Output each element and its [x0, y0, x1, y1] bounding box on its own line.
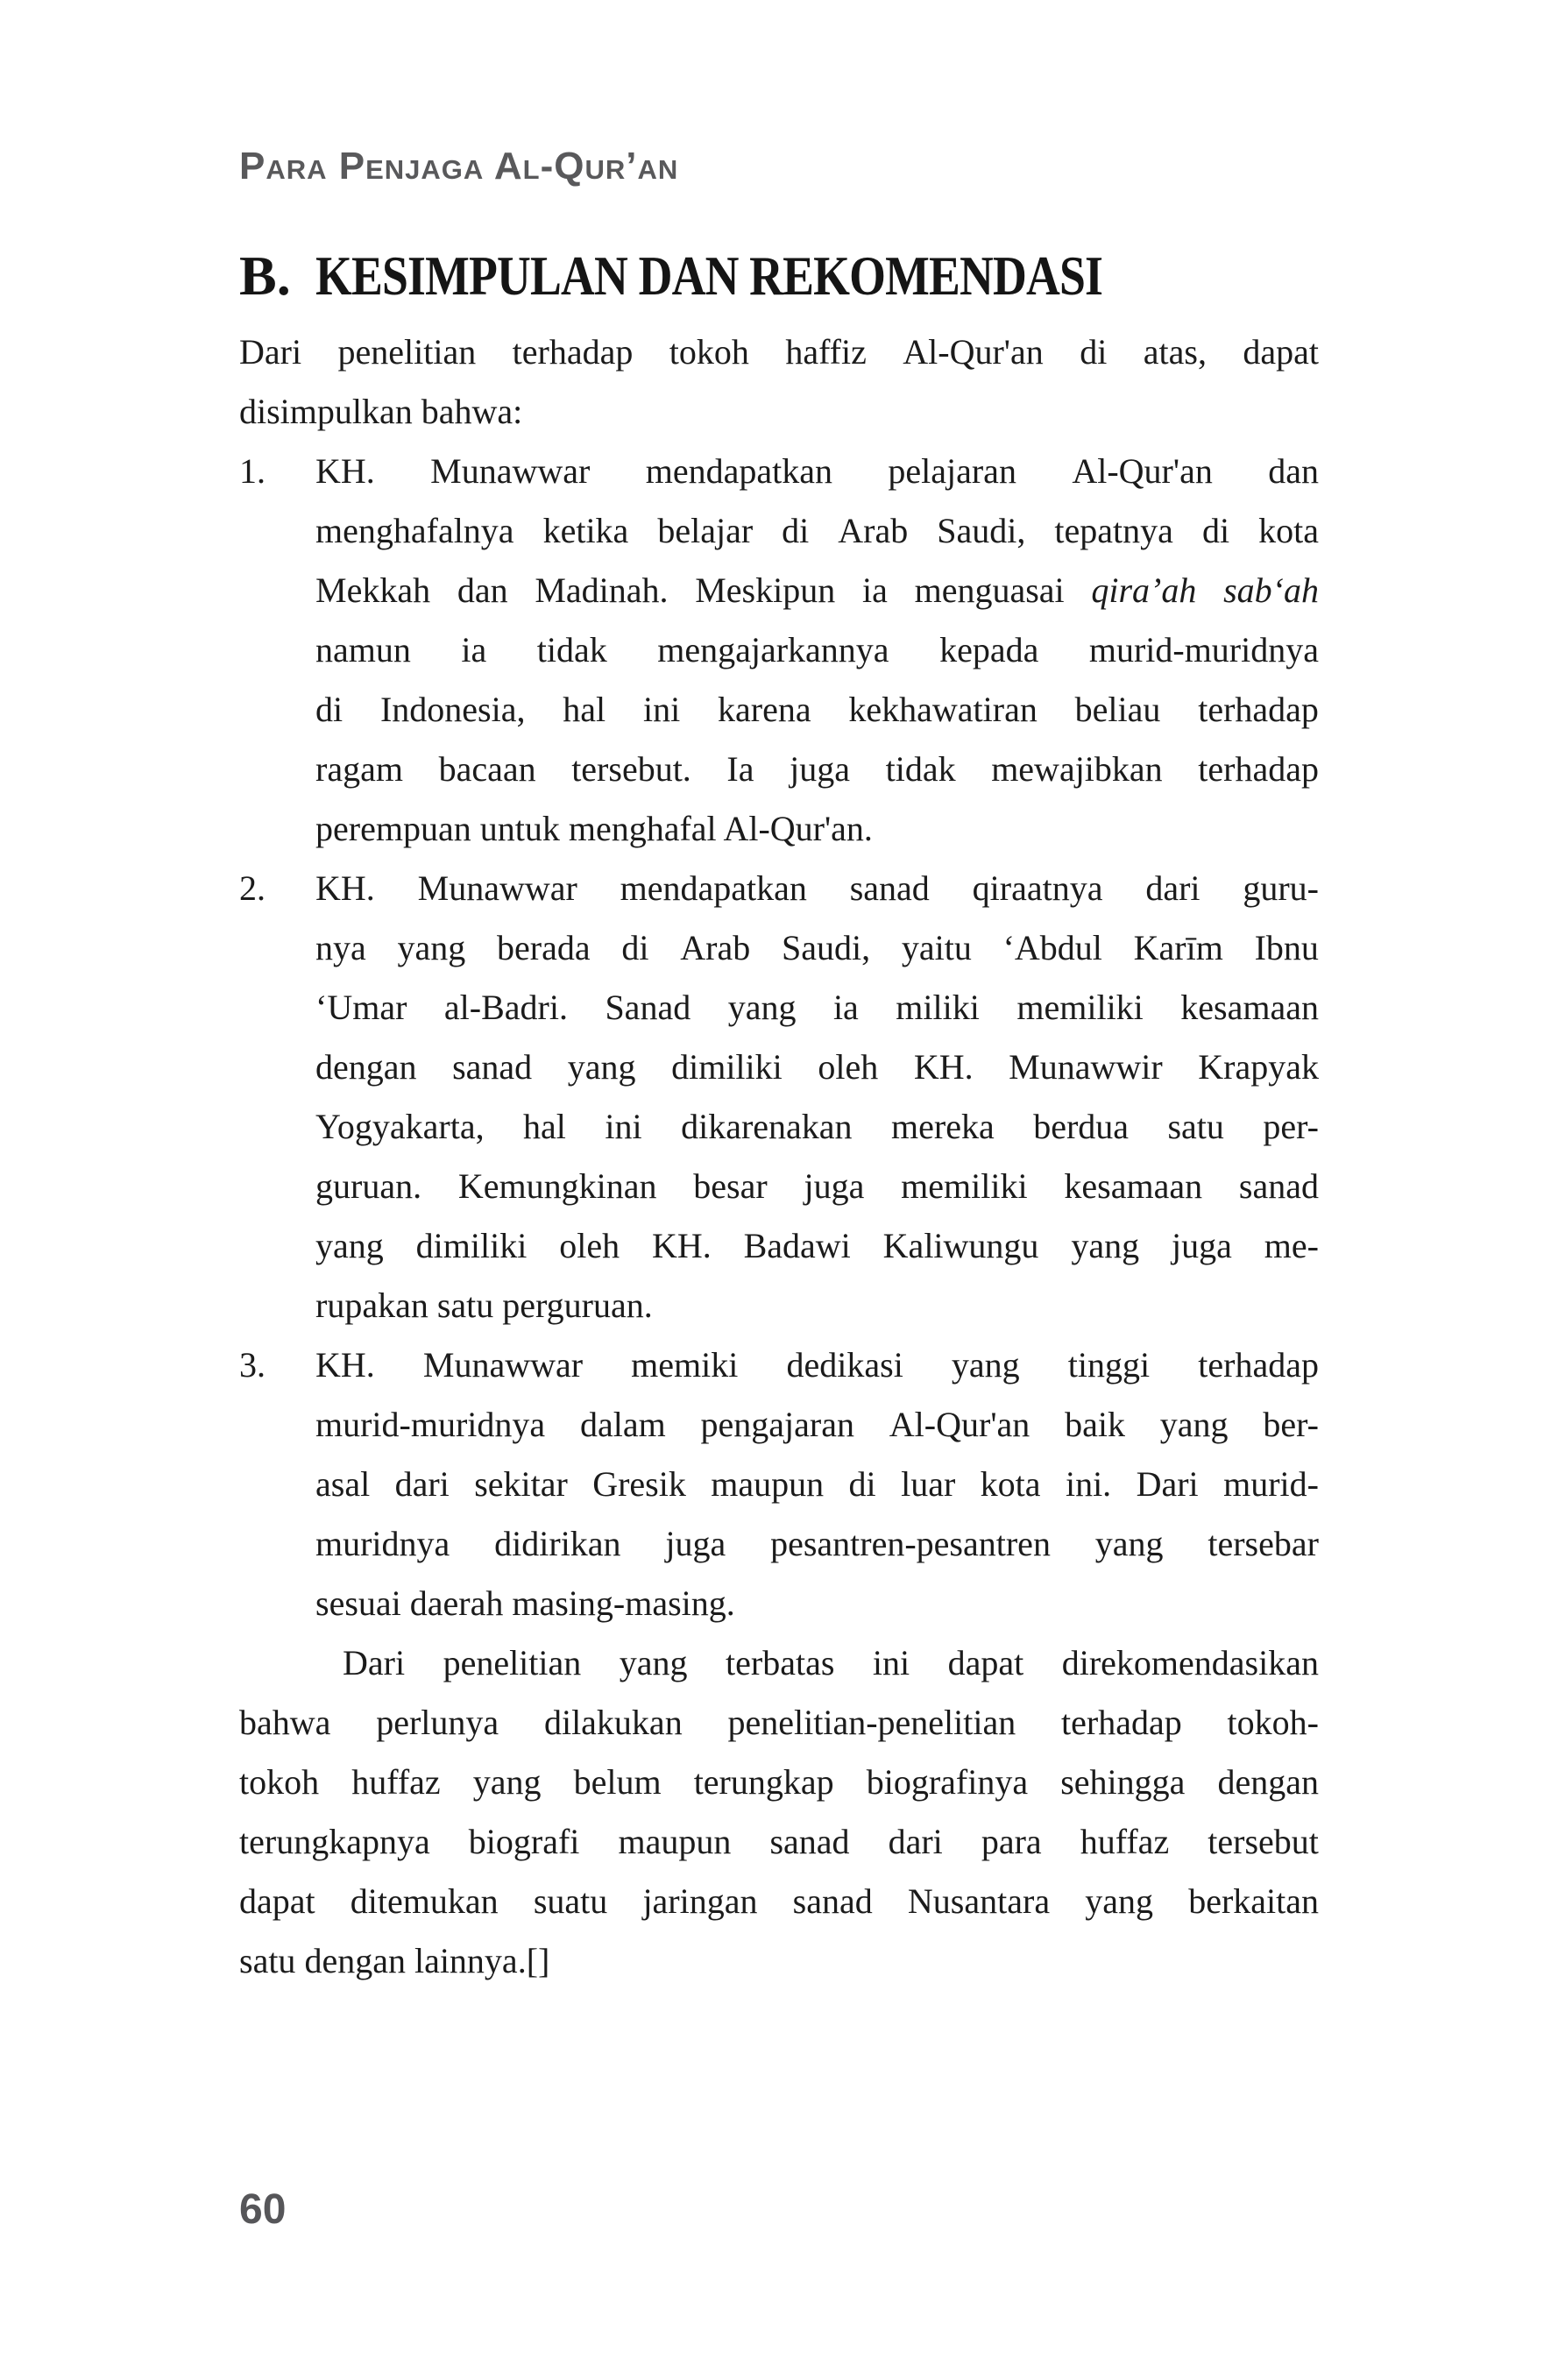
word: sanad [1238, 1166, 1319, 1206]
text-line [315, 1574, 1319, 1633]
word: memiki [631, 1345, 739, 1385]
word: Gresik [592, 1464, 686, 1504]
word: dimiliki [415, 1226, 528, 1265]
word: kepada [939, 630, 1039, 669]
word: tersebut [1208, 1822, 1319, 1861]
word: direkomendasikan [1061, 1643, 1319, 1682]
text-line [315, 620, 1319, 680]
word: Munawwir [1009, 1047, 1163, 1087]
word: Kemungkinan [457, 1166, 657, 1206]
word: yang [619, 1643, 688, 1682]
word: qiraatnya [972, 868, 1103, 908]
word: terhadap [512, 332, 634, 372]
word: murid-muridnya [1088, 630, 1319, 669]
word: memiliki [1016, 988, 1144, 1027]
word: para [981, 1822, 1042, 1861]
word: namun [315, 630, 411, 669]
word: dapat [947, 1643, 1024, 1682]
word: sanad [792, 1881, 873, 1921]
word: sanad [849, 868, 930, 908]
word: memiliki [901, 1166, 1028, 1206]
word: bacaan [438, 749, 536, 789]
text-line [315, 1455, 1319, 1514]
text-line [315, 740, 1319, 799]
word: Saudi, [781, 928, 871, 967]
word: KH. [315, 451, 375, 491]
word: mendapatkan [620, 868, 807, 908]
word: yang [951, 1345, 1020, 1385]
word: mendapatkan [645, 451, 832, 491]
text-line [315, 799, 1319, 859]
text-line [315, 978, 1319, 1038]
word: Badawi [743, 1226, 851, 1265]
word: bahwa: [421, 392, 523, 431]
word: Munawwar [417, 868, 577, 908]
word: tidak [536, 630, 607, 669]
text-line [239, 322, 1319, 382]
word: ragam [315, 749, 403, 789]
word: yang [567, 1047, 636, 1087]
word: Madinah. [535, 570, 669, 610]
word: tersebar [1208, 1524, 1319, 1563]
word: suatu [533, 1881, 608, 1921]
word: dengan [304, 1941, 406, 1980]
word: beliau [1074, 690, 1161, 729]
word: Mekkah [315, 570, 431, 610]
word: dimiliki [671, 1047, 783, 1087]
word: di [782, 511, 810, 550]
text-line [315, 1335, 1319, 1395]
word: yang [315, 1226, 384, 1265]
word: terungkap [693, 1762, 834, 1802]
word: Al-Qur'an. [723, 809, 873, 848]
word: Arab [680, 928, 751, 967]
word: di [315, 690, 343, 729]
word: maupun [711, 1464, 825, 1504]
word: bahwa [239, 1703, 331, 1742]
word: tepatnya [1054, 511, 1173, 550]
word: ini [605, 1107, 642, 1146]
word: dan [457, 570, 508, 610]
text-line [315, 561, 1319, 620]
word: Munawwar [430, 451, 591, 491]
text-line [239, 1693, 1319, 1753]
text-line [315, 442, 1319, 501]
word: sekitar [474, 1464, 568, 1504]
text-line [315, 1157, 1319, 1216]
list-item [239, 859, 1319, 1335]
page-number: 60 [239, 2186, 287, 2233]
word: juga [790, 749, 850, 789]
word: ini. [1065, 1464, 1112, 1504]
word: berada [497, 928, 591, 967]
word: tokoh [239, 1762, 320, 1802]
word: huffaz [351, 1762, 441, 1802]
word: dalam [579, 1405, 666, 1444]
text-line [315, 859, 1319, 918]
text-line [315, 680, 1319, 740]
word: jaringan [642, 1881, 758, 1921]
word: kota [1258, 511, 1319, 550]
word: Sanad [605, 988, 691, 1027]
word: yang [1159, 1405, 1229, 1444]
word: nya [315, 928, 366, 967]
word: juga [665, 1524, 726, 1563]
paragraph [239, 322, 1319, 442]
word: Nusantara [907, 1881, 1051, 1921]
section-heading-number: B. [239, 244, 291, 307]
word: tidak [885, 749, 956, 789]
text-line [315, 918, 1319, 978]
word: pelajaran [888, 451, 1016, 491]
word: dengan [315, 1047, 417, 1087]
word: haffiz [785, 332, 867, 372]
word: masing-masing. [512, 1583, 735, 1623]
word: biografi [468, 1822, 580, 1861]
word: dari [394, 1464, 450, 1504]
word: guru- [1243, 868, 1319, 908]
word: satu [1167, 1107, 1224, 1146]
text-line [239, 1872, 1319, 1931]
word: maupun [618, 1822, 732, 1861]
word: dari [888, 1822, 943, 1861]
word: yang [727, 988, 797, 1027]
word: oleh [818, 1047, 879, 1087]
word: Al-Qur'an [889, 1405, 1030, 1444]
word: karena [718, 690, 811, 729]
word: juga [1171, 1226, 1232, 1265]
section-heading-title: KESIMPULAN DAN REKOMENDASI [315, 244, 1103, 307]
paragraph [239, 1633, 1319, 1991]
word: terhadap [1198, 690, 1319, 729]
word: hal [523, 1107, 566, 1146]
word: dilakukan [543, 1703, 683, 1742]
word: muridnya [315, 1524, 450, 1563]
word: KH. [315, 1345, 375, 1385]
word: perguruan. [502, 1286, 653, 1325]
list-number: 3. [239, 1345, 266, 1385]
word: daerah [409, 1583, 504, 1623]
text-line [239, 382, 1319, 442]
word: yang [1071, 1226, 1140, 1265]
text-line [315, 1276, 1319, 1335]
word: dikarenakan [681, 1107, 853, 1146]
word: mengajarkannya [657, 630, 889, 669]
word: hal [563, 690, 606, 729]
word: ketika [542, 511, 629, 550]
word: me- [1264, 1226, 1319, 1265]
word: lainnya.[] [414, 1941, 550, 1980]
word: perlunya [376, 1703, 499, 1742]
word: belum [573, 1762, 662, 1802]
word: juga [804, 1166, 865, 1206]
word: dapat [1243, 332, 1319, 372]
word: biografinya [866, 1762, 1029, 1802]
word: Dari [1136, 1464, 1199, 1504]
word: di [848, 1464, 876, 1504]
word: Saudi, [937, 511, 1026, 550]
word: mereka [891, 1107, 995, 1146]
word: pengajaran [700, 1405, 854, 1444]
word: berdua [1033, 1107, 1130, 1146]
word: dengan [1217, 1762, 1319, 1802]
word: oleh [559, 1226, 620, 1265]
word: ditemukan [350, 1881, 499, 1921]
word: di [1080, 332, 1108, 372]
word: atas, [1143, 332, 1207, 372]
word: KH. [913, 1047, 974, 1087]
word: perempuan [315, 809, 471, 848]
word: penelitian [337, 332, 477, 372]
word: dari [1145, 868, 1200, 908]
word: Yogyakarta, [315, 1107, 485, 1146]
word: berkaitan [1188, 1881, 1319, 1921]
word: murid- [1223, 1464, 1319, 1504]
word: ia [461, 630, 487, 669]
word: sehingga [1060, 1762, 1186, 1802]
word: besar [693, 1166, 768, 1206]
word: ini [642, 690, 681, 729]
word: guruan. [315, 1166, 422, 1206]
text-line [315, 1395, 1319, 1455]
word: sesuai [315, 1583, 401, 1623]
word: di [1201, 511, 1230, 550]
word: Meskipun [695, 570, 836, 610]
word: miliki [896, 988, 980, 1027]
running-header: Para Penjaga Al-Qur’an [239, 145, 679, 188]
word: dapat [239, 1881, 315, 1921]
word: huffaz [1080, 1822, 1170, 1861]
word: didirikan [494, 1524, 621, 1563]
list-item [239, 1335, 1319, 1633]
word: disimpulkan [239, 392, 413, 431]
word: tokoh- [1227, 1703, 1319, 1742]
word: penelitian-penelitian [727, 1703, 1016, 1742]
word: Karīm [1133, 928, 1223, 967]
word: Krapyak [1198, 1047, 1319, 1087]
word: pesantren-pesantren [770, 1524, 1051, 1563]
word: menguasai [914, 570, 1065, 610]
word: kesamaan [1180, 988, 1319, 1027]
text-line [315, 1097, 1319, 1157]
list-number: 2. [239, 868, 266, 908]
word: satu [436, 1286, 494, 1325]
word: menghafal [568, 809, 717, 848]
word: penelitian [443, 1643, 582, 1682]
text-line [315, 501, 1319, 561]
word: Ibnu [1254, 928, 1319, 967]
word: terbatas [726, 1643, 835, 1682]
word: satu [239, 1941, 296, 1980]
word: di [621, 928, 649, 967]
word: terhadap [1198, 749, 1319, 789]
word: ‘Umar [315, 988, 407, 1027]
text-line [315, 1216, 1319, 1276]
list-number: 1. [239, 451, 266, 491]
word: ‘Abdul [1002, 928, 1102, 967]
word: Kaliwungu [882, 1226, 1039, 1265]
word: kekhawatiran [848, 690, 1038, 729]
word: per- [1263, 1107, 1319, 1146]
word: luar [901, 1464, 956, 1504]
word: terhadap [1061, 1703, 1182, 1742]
list-item [239, 442, 1319, 859]
text-line [239, 1753, 1319, 1812]
word: Arab [838, 511, 909, 550]
word: tokoh [669, 332, 749, 372]
word: belajar [657, 511, 754, 550]
text-line [315, 1038, 1319, 1097]
body-text [239, 322, 1319, 1991]
word: tersebut. [571, 749, 691, 789]
word: Al-Qur'an [1072, 451, 1213, 491]
word: tinggi [1067, 1345, 1151, 1385]
word: al-Badri. [443, 988, 568, 1027]
word: kesamaan [1064, 1166, 1203, 1206]
word: sanad [452, 1047, 533, 1087]
word: KH. [315, 868, 375, 908]
word: terhadap [1198, 1345, 1319, 1385]
word: murid-muridnya [315, 1405, 546, 1444]
text-line [239, 1633, 1319, 1693]
word: ini [872, 1643, 910, 1682]
word: Al-Qur'an [903, 332, 1044, 372]
word: ia [861, 570, 888, 610]
text-line [239, 1931, 1319, 1991]
word: yang [1085, 1881, 1154, 1921]
section-heading [239, 244, 1252, 307]
word: rupakan [315, 1286, 428, 1325]
word: mewajibkan [991, 749, 1163, 789]
word: sanad [769, 1822, 850, 1861]
word: Dari [343, 1643, 406, 1682]
word: ber- [1263, 1405, 1319, 1444]
word: ia [832, 988, 859, 1027]
word: yang [397, 928, 466, 967]
word: menghafalnya [315, 511, 514, 550]
word: dan [1268, 451, 1319, 491]
word: Munawwar [422, 1345, 584, 1385]
word: kota [980, 1464, 1041, 1504]
word: untuk [479, 809, 560, 848]
word: Dari [239, 332, 302, 372]
word: Indonesia, [379, 690, 526, 729]
word: dedikasi [786, 1345, 903, 1385]
word: yang [1094, 1524, 1164, 1563]
word: yaitu [901, 928, 972, 967]
word: KH. [651, 1226, 712, 1265]
word: Ia [726, 749, 754, 789]
word: qira’ah [1091, 570, 1197, 610]
text-line [239, 1812, 1319, 1872]
word: yang [472, 1762, 542, 1802]
word: baik [1065, 1405, 1125, 1444]
word: sab‘ah [1223, 570, 1319, 610]
word: terungkapnya [239, 1822, 430, 1861]
word: asal [315, 1464, 371, 1504]
text-line [315, 1514, 1319, 1574]
